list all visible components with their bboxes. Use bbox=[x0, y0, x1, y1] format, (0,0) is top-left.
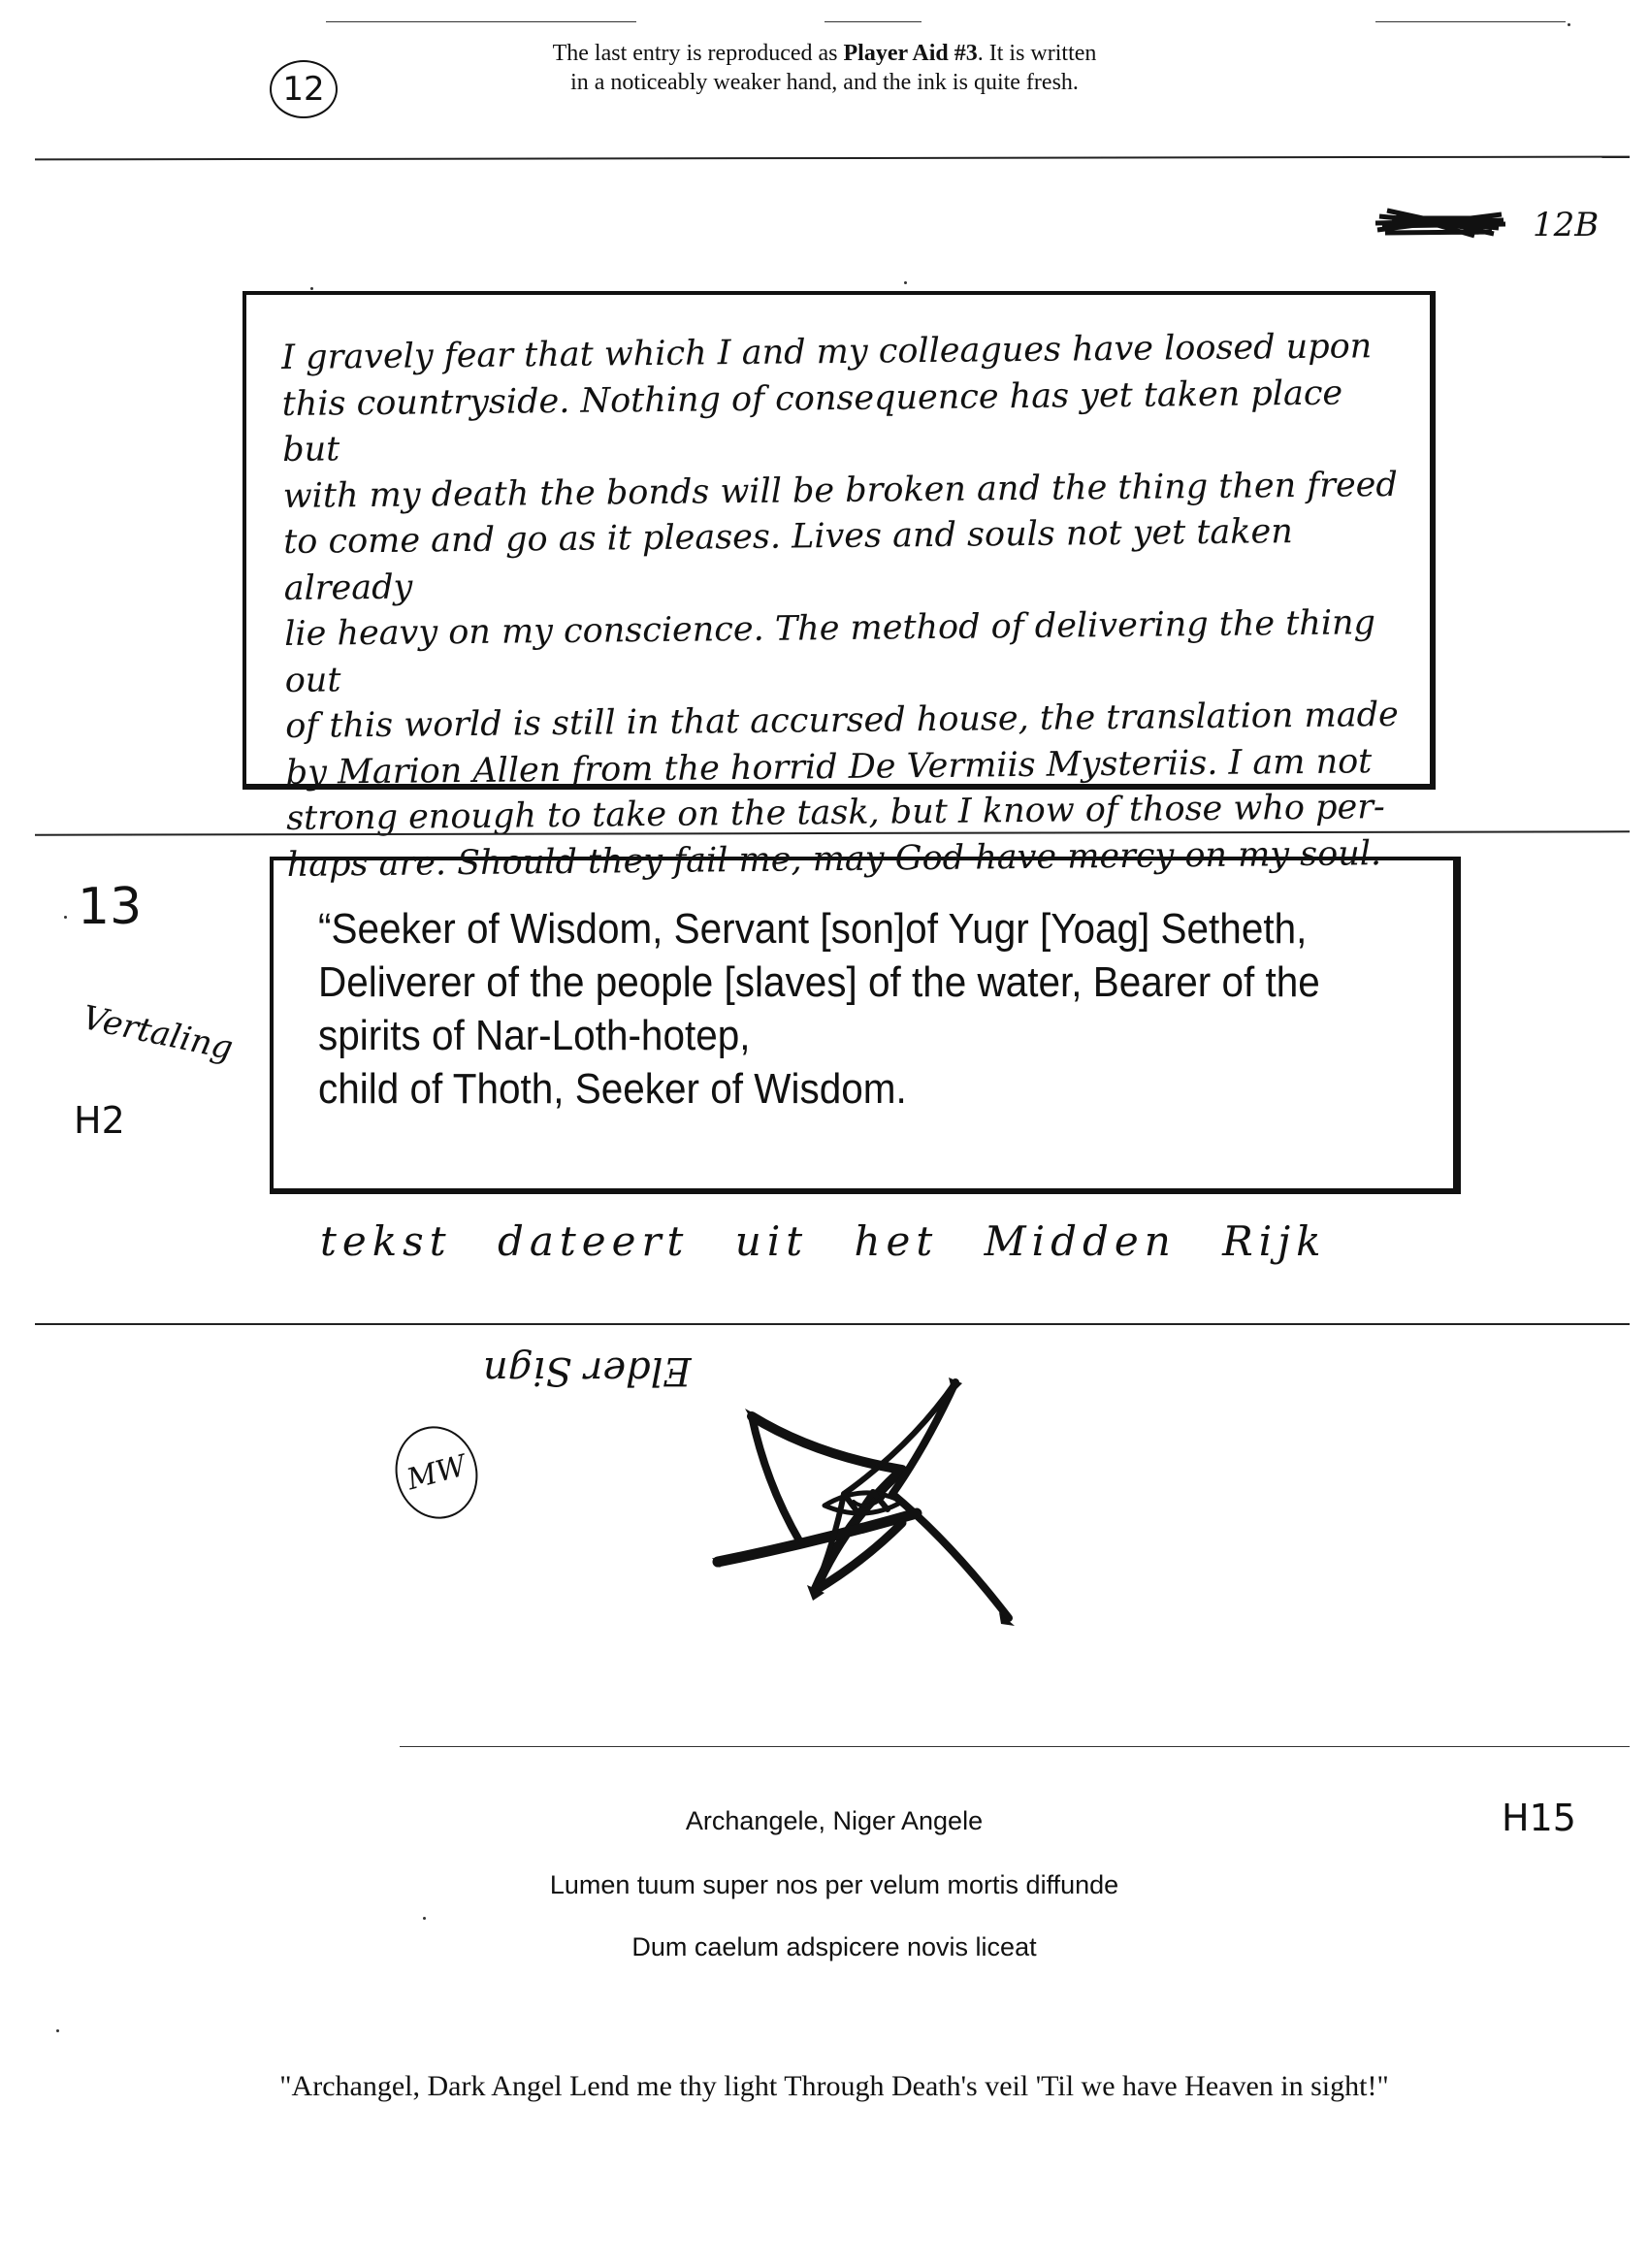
letter-line: lie heavy on my conscience. The method of delivering the thing out bbox=[284, 603, 1376, 700]
translation-line: child of Thoth, Seeker of Wisdom. bbox=[318, 1065, 907, 1113]
elder-sign-icon bbox=[698, 1368, 1028, 1639]
letter-line: I gravely fear that which I and my colleagues have loosed upon bbox=[281, 327, 1373, 377]
intro-line-1-post: . It is written bbox=[977, 41, 1097, 66]
margin-h2: H2 bbox=[74, 1099, 125, 1142]
intro-line-1 bbox=[427, 39, 1222, 68]
initials-circle bbox=[385, 1417, 488, 1528]
intro-line-2: in a noticeably weaker hand, and the ink is quite fresh. bbox=[570, 70, 1079, 95]
top-rule-left bbox=[326, 21, 636, 22]
page-number: 12 bbox=[282, 70, 325, 109]
margin-vertaling: Vertaling bbox=[79, 998, 237, 1068]
latin-line-1: Archangele, Niger Angele bbox=[685, 1806, 984, 1835]
player-aid-letter bbox=[281, 324, 1412, 889]
elder-sign-label: Elder Sign bbox=[483, 1348, 692, 1393]
corner-note-id: 12B bbox=[1533, 206, 1600, 244]
top-rule-middle bbox=[824, 21, 922, 22]
scan-speck bbox=[310, 287, 313, 290]
letter-line: haps are. Should they fail me, may God have mercy on my soul. bbox=[286, 833, 1382, 885]
section-divider-3 bbox=[35, 1323, 1630, 1325]
letter-line: strong enough to take on the task, but I know of those who per- bbox=[286, 788, 1385, 838]
letter-line: this countryside. Nothing of consequence has yet taken place but bbox=[281, 373, 1343, 470]
letter-line: by Marion Allen from the horrid De Vermiis Mysteriis. I am not bbox=[285, 741, 1373, 793]
scan-speck bbox=[56, 2029, 59, 2032]
translation-text bbox=[318, 902, 1344, 1116]
margin-number: 13 bbox=[78, 878, 143, 936]
scribbled-out-mark bbox=[1368, 199, 1513, 247]
translation-line: “Seeker of Wisdom, Servant [son]of Yugr [Yoag] Setheth, bbox=[318, 905, 1308, 953]
intro-line-1-pre: The last entry is reproduced as bbox=[552, 41, 844, 66]
letter-line: with my death the bonds will be broken and the thing then freed bbox=[282, 465, 1398, 516]
top-rule-right bbox=[1375, 21, 1566, 22]
latin-line-3: Dum caelum adspicere novis liceat bbox=[631, 1932, 1037, 1961]
section-divider-1 bbox=[35, 156, 1630, 161]
letter-line: of this world is still in that accursed house, the translation made bbox=[285, 695, 1399, 746]
initials: MW bbox=[403, 1448, 470, 1497]
page-number-circle bbox=[270, 60, 338, 118]
letter-line: to come and go as it pleases. Lives and souls not yet taken already bbox=[283, 512, 1293, 608]
scan-speck bbox=[64, 916, 67, 919]
handwritten-dating-note: tekst dateert uit het Midden Rijk bbox=[320, 1217, 1327, 1265]
translation-line: spirits of Nar-Loth-hotep, bbox=[318, 1012, 751, 1059]
latin-line-2: Lumen tuum super nos per velum mortis diffunde bbox=[549, 1870, 1119, 1899]
player-aid-ref: Player Aid #3 bbox=[843, 41, 978, 66]
margin-h15: H15 bbox=[1502, 1797, 1576, 1839]
scan-speck bbox=[423, 1917, 426, 1920]
section-divider-4 bbox=[400, 1746, 1630, 1747]
closing-english-verse: "Archangel, Dark Angel Lend me thy light Through Death's veil 'Til we have Heaven in sight!" bbox=[279, 2070, 1389, 2102]
scan-speck bbox=[904, 281, 907, 284]
scan-speck bbox=[1568, 23, 1570, 26]
intro-text bbox=[427, 39, 1222, 97]
translation-line: Deliverer of the people [slaves] of the water, Bearer of the bbox=[318, 958, 1320, 1006]
